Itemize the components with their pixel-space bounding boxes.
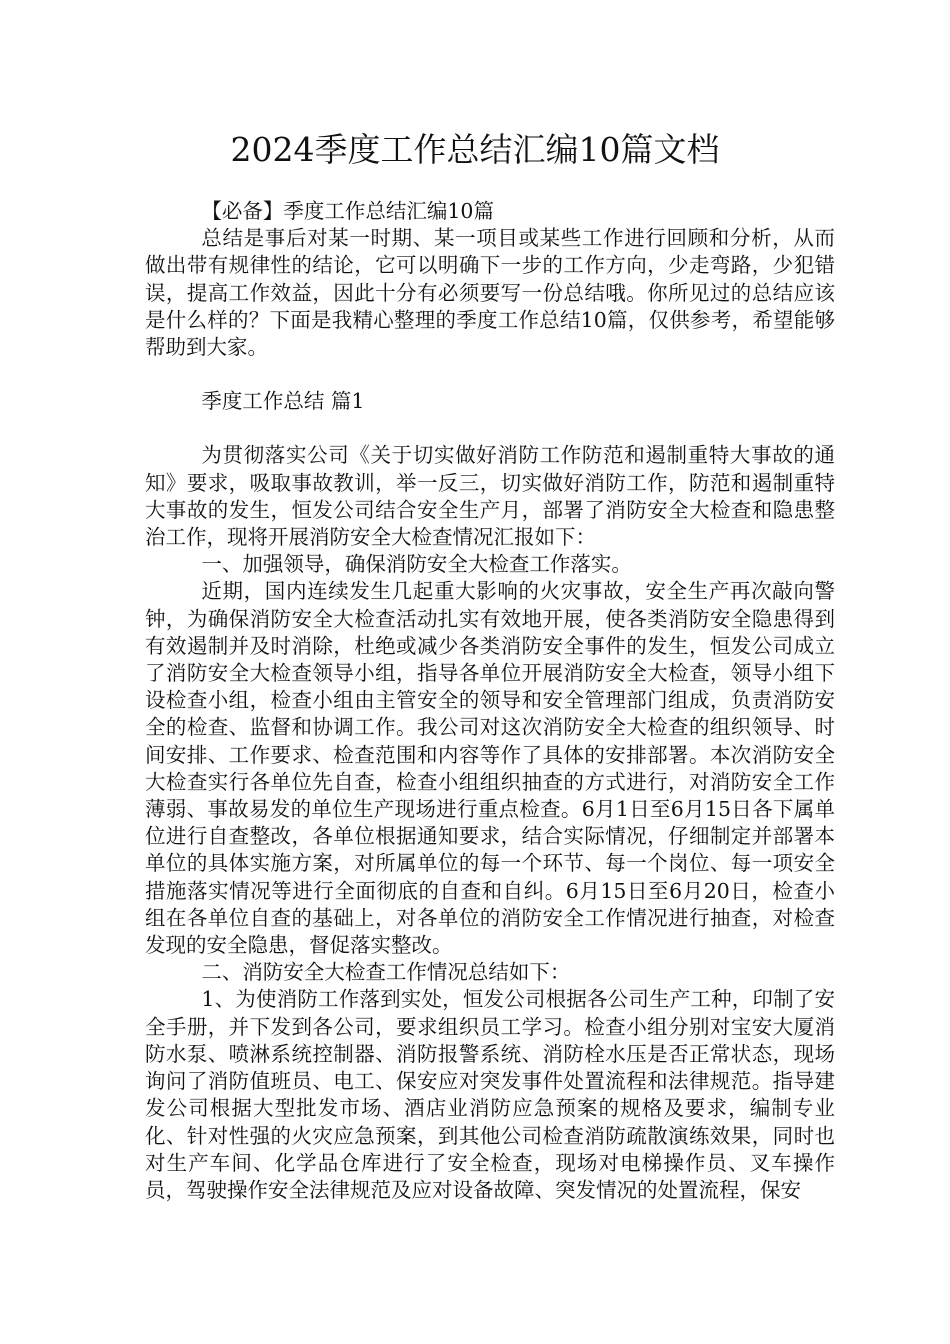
body-paragraph: 近期，国内连续发生几起重大影响的火灾事故，安全生产再次敲向警钟，为确保消防安全大检查活动扎实有效地开展，使各类消防安全隐患得到有效遏制并及时消除，杜绝或减少各类消防安全事件的发生，恒发公司成立了消防安全大检查领导小组，指导各单位开展消防安全大检查，领导小组下设检查小组，检查小组由主管安全的领导和安全管理部门组成，负责消防安全的检查、监督和协调工作。我公司对这次消防安全大检查的组织领导、时间安排、工作要求、检查范围和内容等作了具体的安排部署。本次消防安全大检查实行各单位先自查，检查小组组织抽查的方式进行，对消防安全工作薄弱、事故易发的单位生产现场进行重点检查。6月1日至6月15日各下属单位进行自查整改，各单位根据通知要求，结合实际情况，仔细制定并部署本单位的具体实施方案，对所属单位的每一个环节、每一个岗位、每一项安全措施落实情况等进行全面彻底的自查和自纠。6月15日至6月20日，检查小组在各单位自查的基础上，对各单位的消防安全工作情况进行抽查，对检查发现的安全隐患，督促落实整改。 [145, 579, 835, 958]
subsection-heading: 二、消防安全大检查工作情况总结如下： [201, 960, 571, 985]
intro-heading: 【必备】季度工作总结汇编10篇 [201, 199, 494, 223]
body-paragraph: 1、为使消防工作落到实处，恒发公司根据各公司生产工种，印制了安全手册，并下发到各公司，要求组织员工学习。检查小组分别对宝安大厦消防水泵、喷淋系统控制器、消防报警系统、消防栓水压是否正常状态，现场询问了消防值班员、电工、保安应对突发事件处置流程和法律规范。指导建发公司根据大型批发市场、酒店业消防应急预案的规格及要求，编制专业化、针对性强的火灾应急预案，到其他公司检查消防疏散演练效果，同时也对生产车间、化学品仓库进行了安全检查，现场对电梯操作员、叉车操作员，驾驶操作安全法律规范及应对设备故障、突发情况的处置流程，保安 [145, 987, 835, 1202]
body-paragraph: 为贯彻落实公司《关于切实做好消防工作防范和遏制重特大事故的通知》要求，吸取事故教训，举一反三，切实做好消防工作，防范和遏制重特大事故的发生，恒发公司结合安全生产月，部署了消防安全大检查和隐患整治工作，现将开展消防安全大检查情况汇报如下： [145, 443, 835, 550]
subsection-heading: 一、加强领导，确保消防安全大检查工作落实。 [201, 552, 632, 577]
document-body [145, 198, 835, 1204]
section-heading: 季度工作总结 篇1 [201, 389, 365, 414]
document-title: 2024季度工作总结汇编10篇文档 [230, 130, 720, 169]
intro-paragraph: 总结是事后对某一时期、某一项目或某些工作进行回顾和分析，从而做出带有规律性的结论，它可以明确下一步的工作方向，少走弯路，少犯错误，提高工作效益，因此十分有必须要写一份总结哦。你所见过的总结应该是什么样的？下面是我精心整理的季度工作总结10篇，仅供参考，希望能够帮助到大家。 [145, 226, 835, 360]
